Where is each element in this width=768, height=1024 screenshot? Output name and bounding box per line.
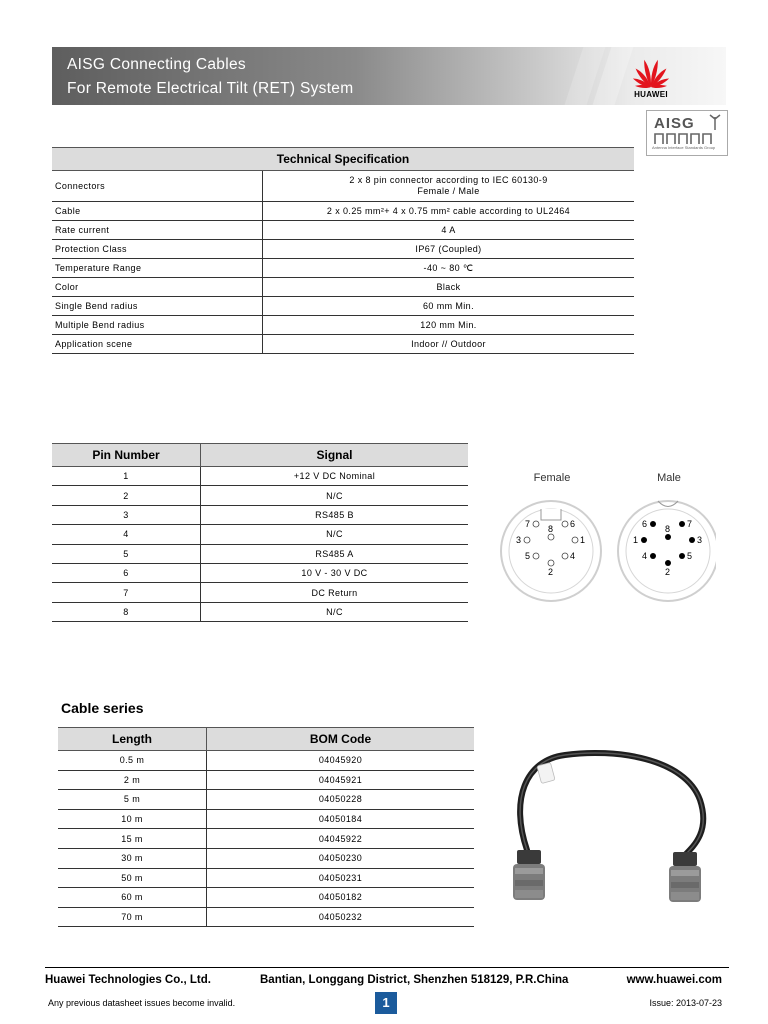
column-header: Length <box>58 728 207 751</box>
table-row <box>52 505 468 524</box>
bom-code: 04045922 <box>207 829 475 849</box>
column-header: BOM Code <box>207 728 475 751</box>
spec-label: Application scene <box>52 335 263 354</box>
male-pin-label: 5 <box>687 551 693 561</box>
table-row <box>52 583 468 602</box>
bom-code: 04045921 <box>207 770 475 790</box>
column-header: Signal <box>201 444 469 467</box>
spec-value-line: Female / Male <box>417 186 480 196</box>
spec-value: 4 A <box>263 221 635 240</box>
female-pin-label: 1 <box>580 535 586 545</box>
female-pin-label: 8 <box>548 524 554 534</box>
pin-signal: DC Return <box>201 583 469 602</box>
male-pin-label: 8 <box>665 524 671 534</box>
table-row <box>52 486 468 505</box>
bom-code: 04050231 <box>207 868 475 888</box>
cable-length: 0.5 m <box>58 751 207 771</box>
table-row <box>52 467 468 486</box>
page-number-badge: 1 <box>375 992 397 1014</box>
pin-number: 6 <box>52 563 201 582</box>
table-row <box>58 868 474 888</box>
male-pin-label: 7 <box>687 519 693 529</box>
bom-code: 04050228 <box>207 790 475 810</box>
cable-series-title: Cable series <box>61 700 144 716</box>
footer-note: Any previous datasheet issues become invalid. <box>48 998 236 1008</box>
pin-number: 1 <box>52 467 201 486</box>
pin-signal: 10 V - 30 V DC <box>201 563 469 582</box>
table-row <box>58 790 474 810</box>
pin-number: 7 <box>52 583 201 602</box>
table-row <box>52 240 634 259</box>
male-pin-label: 6 <box>642 519 648 529</box>
spec-table-title: Technical Specification <box>52 148 634 171</box>
female-pin-label: 2 <box>548 567 554 577</box>
spec-value: 2 x 0.25 mm²+ 4 x 0.75 mm² cable according to UL2464 <box>263 202 635 221</box>
table-row <box>58 829 474 849</box>
spec-label: Color <box>52 278 263 297</box>
male-pin-label: 2 <box>665 567 671 577</box>
spec-label: Single Bend radius <box>52 297 263 316</box>
spec-value: Black <box>263 278 635 297</box>
table-row <box>58 848 474 868</box>
pin-signal: N/C <box>201 486 469 505</box>
table-row <box>52 278 634 297</box>
table-row <box>52 602 468 621</box>
table-row <box>58 809 474 829</box>
cable-length: 60 m <box>58 888 207 908</box>
table-row <box>52 563 468 582</box>
aisg-subtitle: Antenna Interface Standards Group <box>652 145 716 150</box>
female-pin-label: 3 <box>516 535 522 545</box>
cable-length: 15 m <box>58 829 207 849</box>
bom-code: 04050232 <box>207 907 475 927</box>
table-row <box>52 202 634 221</box>
footer-company: Huawei Technologies Co., Ltd. <box>45 974 211 986</box>
female-pin-label: 4 <box>570 551 576 561</box>
female-pin-label: 7 <box>525 519 531 529</box>
cable-photo-icon <box>505 740 725 920</box>
table-row <box>58 888 474 908</box>
cable-length: 5 m <box>58 790 207 810</box>
column-header: Pin Number <box>52 444 201 467</box>
male-pin-label: 3 <box>697 535 703 545</box>
cable-length: 10 m <box>58 809 207 829</box>
table-row <box>58 751 474 771</box>
cable-length: 50 m <box>58 868 207 888</box>
female-connector-icon <box>501 501 601 601</box>
cable-length: 30 m <box>58 848 207 868</box>
spec-value-line: 2 x 8 pin connector according to IEC 60130-9 <box>349 175 548 185</box>
footer-address: Bantian, Longgang District, Shenzhen 518129, P.R.China <box>260 974 569 986</box>
antenna-mast-icon <box>707 113 723 131</box>
pin-number: 8 <box>52 602 201 621</box>
table-row <box>52 171 634 202</box>
male-label: Male <box>657 472 681 484</box>
huawei-logo <box>624 54 678 102</box>
cable-series-table <box>58 727 474 927</box>
table-row <box>52 297 634 316</box>
female-pin-label: 6 <box>570 519 576 529</box>
footer-issue-date: Issue: 2013-07-23 <box>649 998 722 1008</box>
table-row <box>52 221 634 240</box>
bom-code: 04045920 <box>207 751 475 771</box>
cable-length: 70 m <box>58 907 207 927</box>
aisg-logo-text: AISG <box>654 115 695 132</box>
female-pin-label: 5 <box>525 551 531 561</box>
table-row <box>52 259 634 278</box>
female-label: Female <box>533 472 571 484</box>
pin-number: 4 <box>52 525 201 544</box>
pin-number: 5 <box>52 544 201 563</box>
table-row <box>58 770 474 790</box>
table-row <box>52 316 634 335</box>
pin-number: 3 <box>52 505 201 524</box>
pin-signal: RS485 B <box>201 505 469 524</box>
spec-value: IP67 (Coupled) <box>263 240 635 259</box>
bom-code: 04050184 <box>207 809 475 829</box>
footer-divider <box>45 967 729 968</box>
spec-value: 60 mm Min. <box>263 297 635 316</box>
spec-value: 120 mm Min. <box>263 316 635 335</box>
pin-number: 2 <box>52 486 201 505</box>
bom-code: 04050182 <box>207 888 475 908</box>
bom-code: 04050230 <box>207 848 475 868</box>
spec-label: Protection Class <box>52 240 263 259</box>
table-row <box>52 525 468 544</box>
pin-assignment-table <box>52 443 468 622</box>
brand-name: HUAWEI <box>634 90 668 99</box>
spec-label: Connectors <box>52 171 263 202</box>
title-line-2: For Remote Electrical Tilt (RET) System <box>67 80 354 97</box>
pin-signal: RS485 A <box>201 544 469 563</box>
table-row <box>52 544 468 563</box>
male-pin-label: 1 <box>633 535 639 545</box>
spec-value: -40 ~ 80 ℃ <box>263 259 635 278</box>
male-pin-label: 4 <box>642 551 648 561</box>
spec-label: Rate current <box>52 221 263 240</box>
pin-signal: N/C <box>201 602 469 621</box>
spec-label: Multiple Bend radius <box>52 316 263 335</box>
footer-website[interactable]: www.huawei.com <box>626 974 722 986</box>
male-connector-icon <box>618 501 716 601</box>
spec-value <box>263 171 635 202</box>
table-row <box>58 907 474 927</box>
spec-label: Cable <box>52 202 263 221</box>
title-line-1: AISG Connecting Cables <box>67 56 246 73</box>
pin-signal: +12 V DC Nominal <box>201 467 469 486</box>
cable-length: 2 m <box>58 770 207 790</box>
aisg-logo <box>646 110 728 156</box>
technical-specification-table <box>52 147 634 354</box>
connector-pinout-diagram <box>498 466 716 614</box>
spec-value: Indoor // Outdoor <box>263 335 635 354</box>
pin-signal: N/C <box>201 525 469 544</box>
table-row <box>52 335 634 354</box>
antenna-graphic-icon <box>653 131 719 145</box>
spec-label: Temperature Range <box>52 259 263 278</box>
